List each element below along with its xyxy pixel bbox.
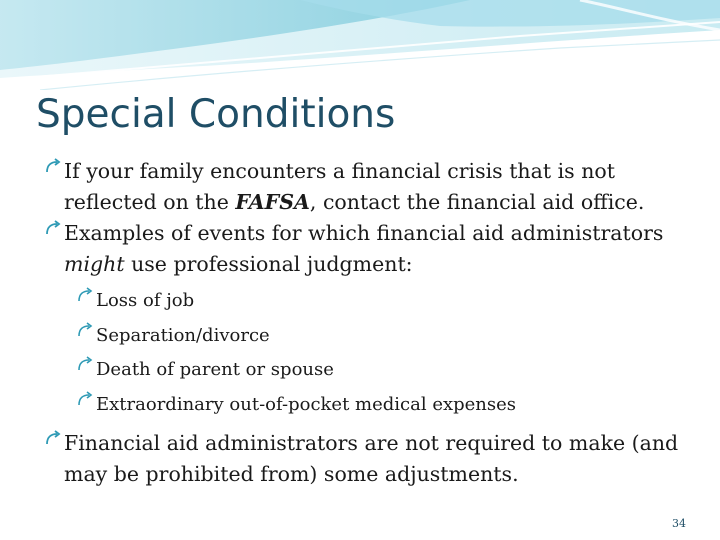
sub-bullet-item [76, 353, 704, 388]
curved-arrow-icon [44, 156, 62, 176]
bullet-text: use professional judgment: [124, 252, 413, 276]
curved-arrow-icon [76, 319, 94, 339]
bullet-emphasis: might [64, 252, 125, 276]
curved-arrow-icon [76, 353, 94, 373]
sub-bullet-item [76, 319, 704, 354]
page-number: 34 [672, 517, 686, 530]
bullet-item [44, 218, 704, 280]
bullet-text: Examples of events for which financial aid administrators [64, 221, 664, 245]
sub-bullet-text: Death of parent or spouse [96, 359, 334, 380]
bullet-text: , contact the financial aid office. [309, 190, 645, 214]
bullet-item [44, 428, 704, 490]
curved-arrow-icon [76, 284, 94, 304]
sub-bullet-item [76, 388, 704, 423]
sub-bullet-text: Separation/divorce [96, 324, 270, 346]
bullet-text: Financial aid administrators are not required to make (and may be prohibited from) some adjustments. [64, 431, 679, 486]
decorative-wave-banner [0, 0, 720, 90]
bullet-emphasis: FAFSA [235, 190, 310, 214]
curved-arrow-icon [44, 428, 62, 448]
sub-bullet-text: Extraordinary out-of-pocket medical expenses [96, 393, 517, 415]
sub-bullet-text: Loss of job [96, 290, 195, 311]
slide-body [44, 156, 704, 490]
curved-arrow-icon [76, 388, 94, 408]
bullet-item [44, 156, 704, 218]
curved-arrow-icon [44, 218, 62, 238]
slide-title: Special Conditions [36, 92, 396, 137]
sub-bullet-item [76, 284, 704, 319]
bullet-text: If your family encounters a financial crisis that is not reflected on the [64, 159, 615, 214]
